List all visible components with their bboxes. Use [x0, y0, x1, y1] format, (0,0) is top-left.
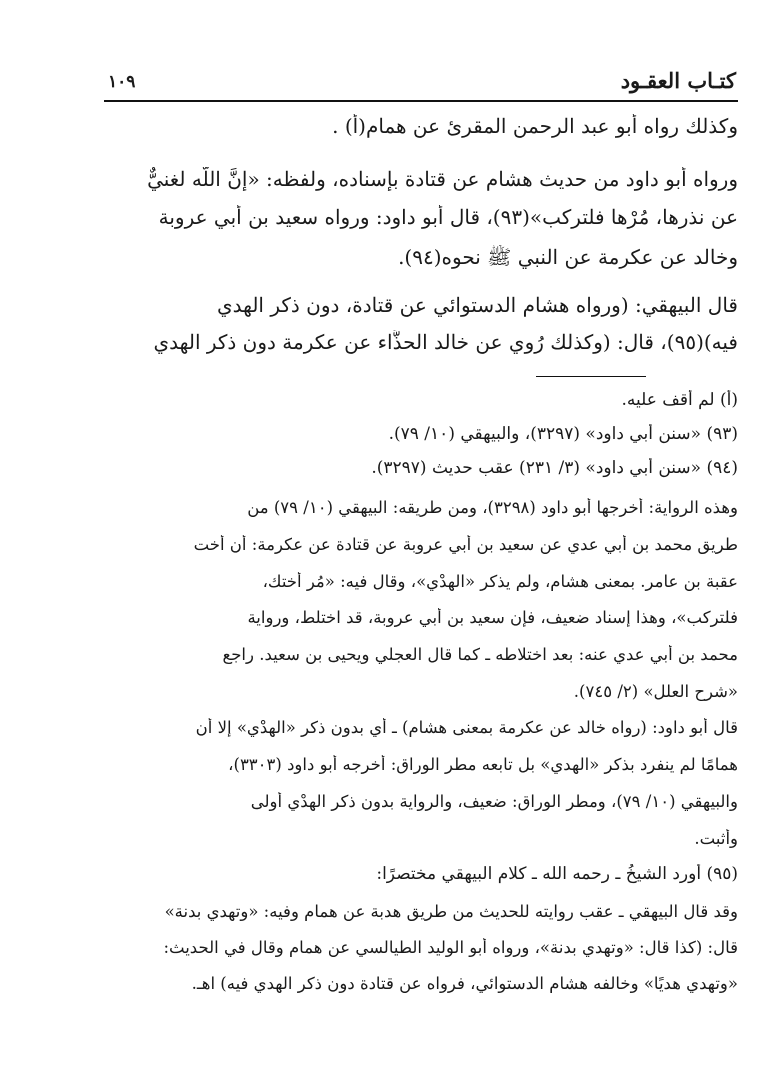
footnote-line: عقبة بن عامر. بمعنى هشام، ولم يذكر «الهدْي»، وقال فيه: «مُر أختك، — [262, 572, 738, 591]
body-line-4: وخالد عن عكرمة عن النبي ﷺ نحوه(٩٤). — [398, 245, 738, 269]
body-line-6: فيه)(٩٥)، قال: (وكذلك رُوي عن خالد الحذَّاء عن عكرمة دون ذكر الهدي — [153, 330, 738, 354]
footnote-line: وقد قال البيهقي ـ عقب روايته للحديث من طريق هدبة عن همام وفيه: «وتهدي بدنة» — [164, 902, 738, 921]
footnote-line: قال: (كذا قال: «وتهدي بدنة»، ورواه أبو الوليد الطيالسي عن همام وقال في الحديث: — [163, 938, 738, 957]
body-line-3: عن نذرها، مُرْها فلتركب»(٩٣)، قال أبو داود: ورواه سعيد بن أبي عروبة — [158, 205, 738, 229]
footnote-line: طريق محمد بن أبي عدي عن سعيد بن أبي عروبة عن قتادة عن عكرمة: أن أخت — [193, 535, 738, 554]
body-line-5: قال البيهقي: (ورواه هشام الدستوائي عن قتادة، دون ذكر الهدي — [216, 293, 738, 317]
footnote-line: فلتركب»، وهذا إسناد ضعيف، فإن سعيد بن أبي عروبة، قد اختلط، ورواية — [247, 608, 738, 627]
body-line-2: ورواه أبو داود من حديث هشام عن قتادة بإسناده، ولفظه: «إنَّ اللّه لغنيٌّ — [147, 167, 738, 191]
footnote-line: «شرح العلل» (٢/ ٧٤٥). — [573, 682, 738, 701]
footnote-line: والبيهقي (١٠/ ٧٩)، ومطر الوراق: ضعيف، والرواية بدون ذكر الهدْي أولى — [250, 792, 738, 811]
footnote-a: (أ) لم أقف عليه. — [621, 390, 738, 410]
running-header — [104, 66, 738, 102]
footnote-95: (٩٥) أورد الشيخُ ـ رحمه الله ـ كلام البيهقي مختصرًا: — [376, 864, 738, 884]
footnote-line: همامًا لم ينفرد بذكر «الهدي» بل تابعه مطر الوراق: أخرجه أبو داود (٣٣٠٣)، — [228, 755, 738, 774]
footnote-line: قال أبو داود: (رواه خالد عن عكرمة بمعنى هشام) ـ أي بدون ذكر «الهدْي» إلا أن — [195, 718, 738, 737]
footnote-line: محمد بن أبي عدي عنه: بعد اختلاطه ـ كما قال العجلي ويحيى بن سعيد. راجع — [222, 645, 738, 664]
footnote-separator — [536, 376, 646, 377]
footnote-line: وأثبت. — [694, 829, 738, 848]
footnote-line: «وتهدي هديًا» وخالفه هشام الدستوائي، فرواه عن قتادة دون ذكر الهدي فيه) اهـ. — [191, 974, 738, 993]
page-number: ١٠٩ — [108, 72, 136, 92]
footnote-94: (٩٤) «سنن أبي داود» (٣/ ٢٣١) عقب حديث (٣٢٩٧). — [371, 458, 738, 478]
footnote-93: (٩٣) «سنن أبي داود» (٣٢٩٧)، والبيهقي (١٠/ ٧٩). — [388, 424, 738, 444]
chapter-title: كتـاب العقـود — [620, 68, 736, 93]
body-line-1: وكذلك رواه أبو عبد الرحمن المقرئ عن همام(أ) . — [332, 114, 738, 138]
footnote-line: وهذه الرواية: أخرجها أبو داود (٣٢٩٨)، ومن طريقه: البيهقي (١٠/ ٧٩) من — [247, 498, 738, 517]
